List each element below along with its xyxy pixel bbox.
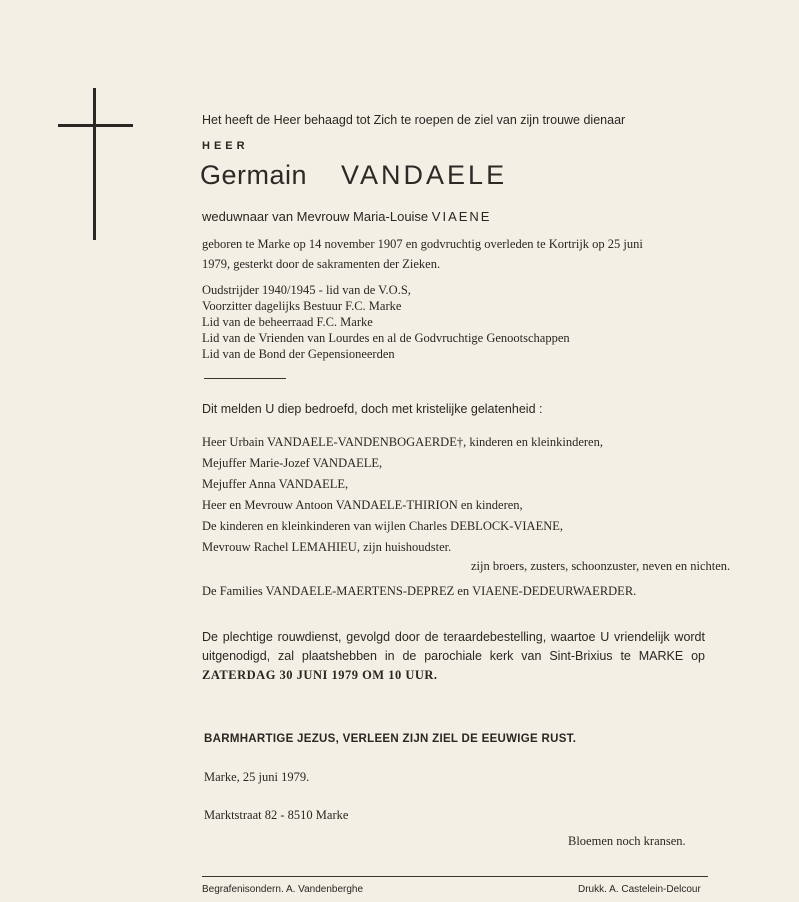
family-member: Mevrouw Rachel LEMAHIEU, zijn huishoudster. <box>202 540 452 554</box>
place-date: Marke, 25 juni 1979. <box>204 770 310 784</box>
intro-text: Het heeft de Heer behaagd tot Zich te roepen de ziel van zijn trouwe dienaar <box>202 113 626 127</box>
service-line-1: De plechtige rouwdienst, gevolgd door de teraardebestelling, waartoe U vriendelijk wordt <box>202 630 705 644</box>
flowers-note: Bloemen noch kransen. <box>568 834 686 848</box>
title-heer: HEER <box>202 140 249 152</box>
service-text <box>202 628 705 685</box>
family-member: Heer Urbain VANDAELE-VANDENBOGAERDE†, kinderen en kleinkinderen, <box>202 435 603 449</box>
role-item: Lid van de Vrienden van Lourdes en al de Godvruchtige Genootschappen <box>202 331 570 345</box>
role-item: Lid van de beheerraad F.C. Marke <box>202 315 373 329</box>
first-name: Germain <box>200 160 308 190</box>
widower-surname: VIAENE <box>431 209 492 224</box>
undertaker: Begrafenisondern. A. Vandenberghe <box>202 884 364 895</box>
prayer: BARMHARTIGE JEZUS, VERLEEN ZIJN ZIEL DE EEUWIGE RUST. <box>204 733 577 745</box>
printer: Drukk. A. Castelein-Delcour <box>578 884 701 895</box>
divider <box>204 378 286 379</box>
service-line-2: uitgenodigd, zal plaatshebben in de parochiale kerk van Sint-Brixius te MARKE op <box>202 649 705 663</box>
birth-death-text <box>202 234 643 274</box>
siblings-line: zijn broers, zusters, schoonzuster, neven en nichten. <box>471 559 731 573</box>
footer-divider <box>202 876 708 877</box>
cross-icon-horizontal <box>58 124 133 127</box>
cross-icon-vertical <box>93 88 96 240</box>
last-name: VANDAELE <box>341 160 508 190</box>
announcement: Dit melden U diep bedroefd, doch met kristelijke gelatenheid : <box>202 402 543 416</box>
role-item: Oudstrijder 1940/1945 - lid van de V.O.S, <box>202 283 411 297</box>
birth-line-1: geboren te Marke op 14 november 1907 en godvruchtig overleden te Kortrijk op 25 juni <box>202 237 643 251</box>
address: Marktstraat 82 - 8510 Marke <box>204 808 349 822</box>
widower-prefix: weduwnaar van Mevrouw Maria-Louise <box>202 209 429 224</box>
role-item: Voorzitter dagelijks Bestuur F.C. Marke <box>202 299 402 313</box>
service-date: ZATERDAG 30 JUNI 1979 OM 10 UUR. <box>202 668 438 682</box>
family-member: Mejuffer Anna VANDAELE, <box>202 477 349 491</box>
family-member: Mejuffer Marie-Jozef VANDAELE, <box>202 456 383 470</box>
role-item: Lid van de Bond der Gepensioneerden <box>202 347 395 361</box>
roles-list <box>202 282 570 362</box>
deceased-name <box>200 160 507 191</box>
family-member: Heer en Mevrouw Antoon VANDAELE-THIRION en kinderen, <box>202 498 523 512</box>
families-line: De Families VANDAELE-MAERTENS-DEPREZ en VIAENE-DEDEURWAERDER. <box>202 584 637 598</box>
birth-line-2: 1979, gesterkt door de sakramenten der Zieken. <box>202 257 441 271</box>
widower-line <box>202 209 491 224</box>
family-member: De kinderen en kleinkinderen van wijlen Charles DEBLOCK-VIAENE, <box>202 519 564 533</box>
